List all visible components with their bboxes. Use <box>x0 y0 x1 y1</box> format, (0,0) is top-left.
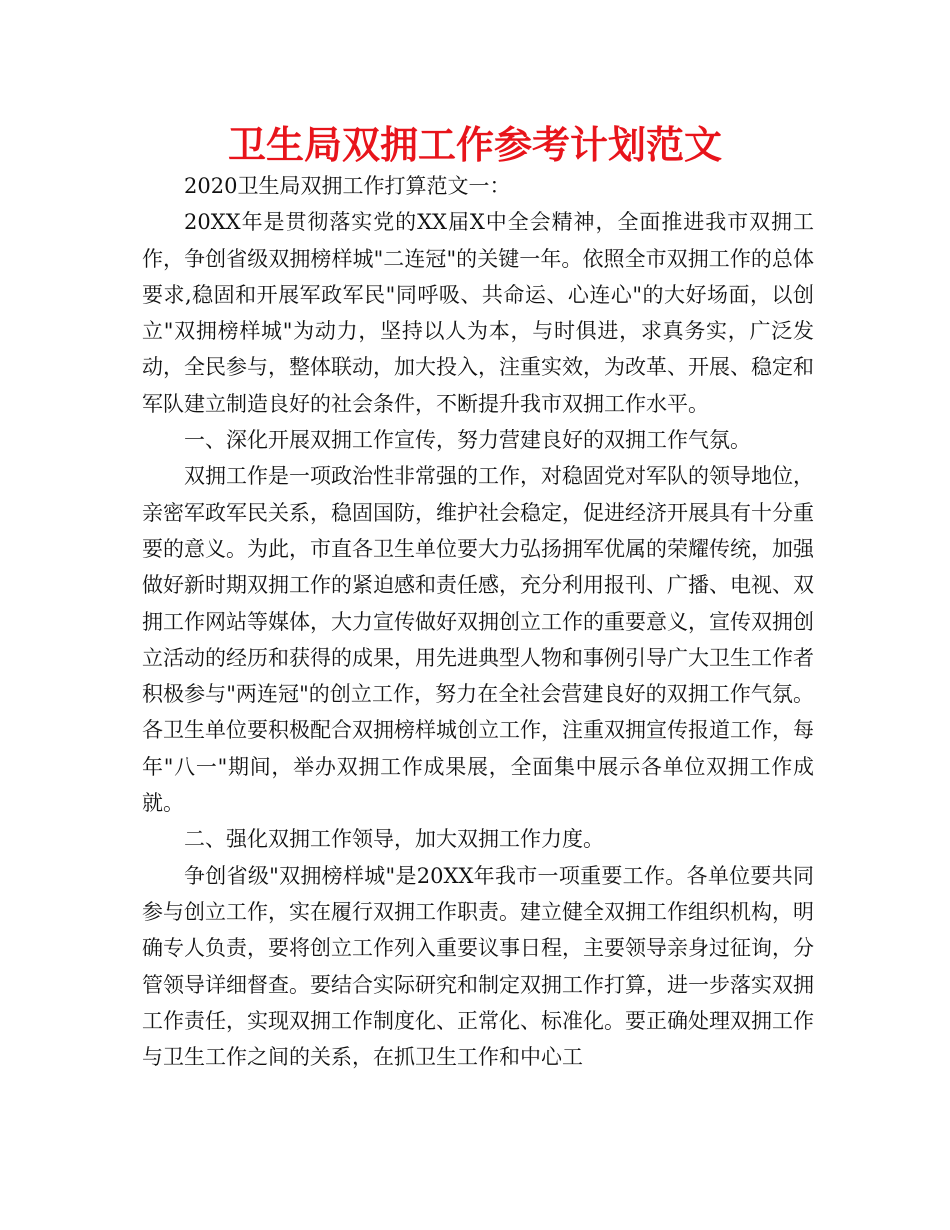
document-title: 卫生局双拥工作参考计划范文 <box>227 123 722 167</box>
paragraph-intro: 2020卫生局双拥工作打算范文一： <box>184 174 511 198</box>
section-heading-2: 二、强化双拥工作领导，加大双拥工作力度。 <box>184 827 604 852</box>
section-heading-1: 一、深化开展双拥工作宣传，努力营建良好的双拥工作气氛。 <box>184 428 751 453</box>
paragraph-section-1: 双拥工作是一项政治性非常强的工作，对稳固党对军队的领导地位，亲密军政军民关系，稳固国防，维护社会稳定，促进经济开展具有十分重要的意义。为此，市直各卫生单位要大力弘扬拥军优属的荣耀传统，加强做好新时期双拥工作的紧迫感和责任感，充分利用报刊、广播、电视、双拥工作网站等媒体，大力宣传做好双拥创立工作的重要意义，宣传双拥创立活动的经历和获得的成果，用先进典型人物和事例引导广大卫生工作者积极参与"两连冠"的创立工作，努力在全社会营建良好的双拥工作气氛。各卫生单位要积极配合双拥榜样城创立工作，注重双拥宣传报道工作，每年"八一"期间，举办双拥工作成果展，全面集中展示各单位双拥工作成就。 <box>142 464 814 816</box>
paragraph-overview: 20XX年是贯彻落实党的XX届X中全会精神，全面推进我市双拥工作，争创省级双拥榜样城"二连冠"的关键一年。依照全市双拥工作的总体要求,稳固和开展军政军民"同呼吸、共命运、心连心"的大好场面，以创立"双拥榜样城"为动力，坚持以人为本，与时俱进，求真务实，广泛发动，全民参与，整体联动，加大投入，注重实效，为改革、开展、稳定和军队建立制造良好的社会条件，不断提升我市双拥工作水平。 <box>142 210 814 416</box>
paragraph-section-2: 争创省级"双拥榜样城"是20XX年我市一项重要工作。各单位要共同参与创立工作，实在履行双拥工作职责。建立健全双拥工作组织机构，明确专人负责，要将创立工作列入重要议事日程，主要领导亲身过征询，分管领导详细督查。要结合实际研究和制定双拥工作打算，进一步落实双拥工作责任，实现双拥工作制度化、正常化、标准化。要正确处理双拥工作与卫生工作之间的关系，在抓卫生工作和中心工 <box>142 863 814 1070</box>
document-body <box>142 168 814 1075</box>
